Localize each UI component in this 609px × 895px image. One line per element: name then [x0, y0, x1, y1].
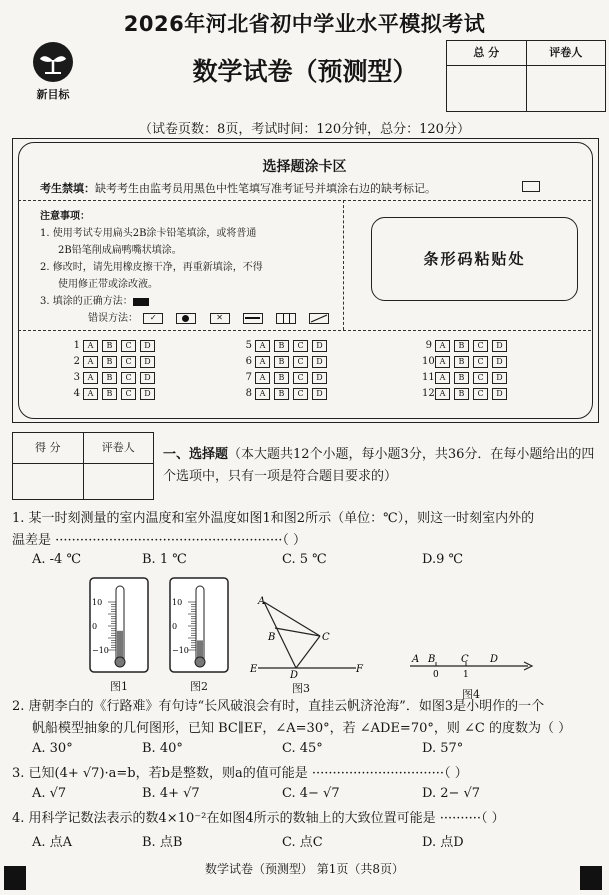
tick-label-0: 0 — [433, 670, 439, 680]
thermometer-2 — [168, 576, 230, 674]
answer-bubble-b[interactable]: B — [102, 356, 117, 368]
choice-d: D. 2− √7 — [422, 786, 481, 801]
answer-row — [422, 370, 511, 386]
thermometer-tick-label: 0 — [92, 622, 98, 631]
question-2-choices — [32, 741, 592, 756]
section-title: 一、选择题 — [163, 447, 229, 462]
answer-bubble-c[interactable]: C — [121, 340, 136, 352]
answer-bubble-c[interactable]: C — [121, 388, 136, 400]
question-stem: 1. 某一时刻测量的室内温度和室外温度如图1和图2所示（单位：℃），则这一时刻室内外的 — [12, 511, 535, 526]
thermometer-tick-label: 10 — [172, 598, 183, 607]
answer-bubble-a[interactable]: A — [83, 388, 98, 400]
answer-bubble-c[interactable]: C — [473, 340, 488, 352]
thermometer-tick-label: 0 — [172, 622, 178, 631]
point-a-label: A — [258, 596, 266, 607]
answer-row — [242, 386, 331, 402]
answer-bubble-d[interactable]: D — [312, 340, 327, 352]
answer-bubble-a[interactable]: A — [255, 372, 270, 384]
choice-a: A. 点A — [32, 835, 73, 850]
answer-bubble-b[interactable]: B — [102, 388, 117, 400]
answer-bubble-d[interactable]: D — [492, 356, 507, 368]
answer-bubble-c[interactable]: C — [293, 388, 308, 400]
answer-bubble-c[interactable]: C — [121, 372, 136, 384]
thermometer-tick-label: −10 — [92, 646, 109, 655]
answer-bubble-d[interactable]: D — [140, 388, 155, 400]
answer-bubble-c[interactable]: C — [473, 356, 488, 368]
grader-cell[interactable] — [527, 66, 606, 111]
choice-b: B. 40° — [142, 741, 183, 756]
section-grade-table — [12, 432, 154, 500]
grader-header: 评卷人 — [527, 41, 606, 66]
note-line: 使用修正带或涂改液。 — [58, 279, 158, 290]
wrong-label: 错误方法： — [88, 313, 138, 324]
exam-subtitle: 数学试卷（预测型） — [192, 57, 418, 86]
answer-bubble-a[interactable]: A — [83, 372, 98, 384]
answer-row — [422, 386, 511, 402]
divider — [18, 330, 591, 331]
figure-1-label: 图1 — [110, 680, 128, 693]
total-score-header: 总 分 — [447, 41, 526, 66]
choice-c: C. 4− √7 — [282, 786, 340, 801]
question-4 — [12, 808, 602, 830]
page-footer: 数学试卷（预测型） 第1页（共8页） — [204, 862, 405, 876]
section-desc: （本大题共12个小题，每小题3分，共36分．在每小题给出的四个选项中，只有一项是符合题目要求的） — [163, 447, 595, 484]
choice-c: C. 5 ℃ — [282, 552, 327, 567]
point-b-label: B — [428, 654, 436, 665]
answer-bubble-a[interactable]: A — [83, 356, 98, 368]
answer-card-title: 选择题涂卡区 — [262, 159, 347, 175]
question-number: 1 — [73, 340, 80, 351]
notes-title: 注意事项： — [40, 211, 90, 222]
tick-label-1: 1 — [463, 670, 469, 680]
answer-bubble-a[interactable]: A — [435, 356, 450, 368]
number-line — [408, 652, 534, 682]
question-stem: 2. 唐朝李白的《行路难》有句诗“长风破浪会有时，直挂云帆济沧海”．如图3是小明作的一个 — [12, 699, 545, 714]
barcode-area: 条形码粘贴处 — [371, 217, 578, 301]
absent-warning — [40, 180, 436, 196]
question-number: 6 — [245, 356, 252, 367]
question-number: 11 — [422, 372, 435, 383]
choice-b: B. 1 ℃ — [142, 552, 187, 567]
choice-c: C. 点C — [282, 835, 323, 850]
choice-b: B. 点B — [142, 835, 183, 850]
answer-bubble-a[interactable]: A — [83, 340, 98, 352]
question-number: 3 — [73, 372, 80, 383]
slash-sample-icon — [309, 313, 329, 324]
answer-bubble-d[interactable]: D — [492, 340, 507, 352]
answer-bubble-b[interactable]: B — [274, 388, 289, 400]
answer-bubble-c[interactable]: C — [473, 372, 488, 384]
score-header: 得 分 — [13, 433, 83, 464]
exam-info: （试卷页数：8页，考试时间：120分钟，总分：120分） — [139, 122, 470, 137]
answer-bubble-c[interactable]: C — [473, 388, 488, 400]
question-3 — [12, 763, 602, 785]
note-line: 1. 使用考试专用扁头2B涂卡铅笔填涂，或将普通 — [40, 228, 257, 239]
figure-2 — [168, 576, 230, 694]
half-sample-icon — [276, 313, 296, 324]
total-score-cell[interactable] — [447, 66, 526, 111]
grader-header: 评卷人 — [84, 433, 154, 464]
thermometer-tick-label: 10 — [92, 598, 103, 607]
answer-row — [422, 354, 511, 370]
point-d-label: D — [290, 670, 299, 678]
question-number: 9 — [425, 340, 432, 351]
question-stem: 帆船模型抽象的几何图形，已知 BC∥EF，∠A=30°，若 ∠ADE=70°，则 ∠C 的度数为（ ） — [32, 721, 572, 736]
answer-bubble-b[interactable]: B — [454, 356, 469, 368]
choice-b: B. 4+ √7 — [142, 786, 200, 801]
point-d-label: D — [490, 654, 499, 665]
choice-a: A. 30° — [32, 741, 73, 756]
logo — [22, 42, 84, 102]
logo-text: 新目标 — [36, 88, 70, 101]
answer-row — [70, 370, 159, 386]
answer-row — [70, 386, 159, 402]
answer-row — [242, 354, 331, 370]
thermometer-tick-label: −10 — [172, 646, 189, 655]
grader-cell[interactable] — [84, 464, 154, 499]
answer-bubble-b[interactable]: B — [274, 372, 289, 384]
sprout-icon — [33, 42, 73, 82]
question-stem: 温差是 ·······················································（ ） — [12, 533, 307, 548]
question-1-choices — [32, 552, 592, 567]
answer-bubble-b[interactable]: B — [454, 372, 469, 384]
answer-bubble-b[interactable]: B — [274, 356, 289, 368]
note-line: 2B铅笔削成扁鸭嘴状填涂。 — [58, 245, 182, 256]
point-e-label: E — [250, 664, 258, 675]
figure-3 — [248, 592, 368, 696]
figure-2-label: 图2 — [190, 680, 208, 693]
answer-bubble-a[interactable]: A — [255, 340, 270, 352]
question-number: 7 — [245, 372, 252, 383]
question-3-choices — [32, 786, 592, 801]
thermometer-1 — [88, 576, 150, 674]
notes — [40, 208, 340, 327]
answer-bubble-a[interactable]: A — [255, 356, 270, 368]
answer-bubble-b[interactable]: B — [274, 340, 289, 352]
choice-d: D. 点D — [422, 835, 464, 850]
answer-bubble-b[interactable]: B — [454, 340, 469, 352]
point-c-label: C — [322, 632, 330, 643]
choice-a: A. √7 — [32, 786, 67, 801]
answer-bubble-a[interactable]: A — [255, 388, 270, 400]
point-f-label: F — [356, 664, 363, 675]
answer-bubble-d[interactable]: D — [492, 388, 507, 400]
question-number: 10 — [422, 356, 435, 367]
wrong-methods — [40, 310, 340, 327]
sailboat-geometry — [248, 592, 368, 678]
bar-sample-icon — [243, 313, 263, 324]
total-score-table — [446, 40, 606, 112]
question-number: 4 — [73, 388, 80, 399]
question-number: 2 — [73, 356, 80, 367]
figure-4-label: 图4 — [462, 688, 480, 701]
answer-row — [242, 370, 331, 386]
choice-d: D. 57° — [422, 741, 464, 756]
answer-bubble-d[interactable]: D — [312, 356, 327, 368]
question-1 — [12, 508, 602, 552]
answer-bubble-d[interactable]: D — [312, 372, 327, 384]
figure-3-label: 图3 — [292, 682, 310, 695]
answer-bubble-a[interactable]: A — [435, 388, 450, 400]
answer-bubble-c[interactable]: C — [293, 356, 308, 368]
point-c-label: C — [461, 654, 469, 665]
absent-mark-box[interactable] — [522, 181, 540, 192]
choice-d: D.9 ℃ — [422, 552, 464, 567]
answer-bubble-c[interactable]: C — [293, 340, 308, 352]
choice-a: A. -4 ℃ — [32, 552, 81, 567]
warning-text: 缺考考生由监考员用黑色中性笔填写准考证号并填涂右边的缺考标记。 — [95, 182, 436, 195]
answer-bubble-b[interactable]: B — [454, 388, 469, 400]
point-a-label: A — [412, 654, 420, 665]
point-b-label: B — [268, 632, 276, 643]
divider — [18, 200, 591, 201]
answer-bubble-d[interactable]: D — [312, 388, 327, 400]
answer-row — [242, 338, 331, 354]
section-heading — [163, 444, 603, 488]
answer-bubble-b[interactable]: B — [102, 372, 117, 384]
checkmark-sample-icon: ✓ — [143, 313, 163, 324]
question-number: 8 — [245, 388, 252, 399]
note-line: 3. 填涂的正确方法： — [40, 293, 340, 310]
answer-bubble-a[interactable]: A — [435, 372, 450, 384]
correct-fill-sample — [133, 298, 149, 306]
answer-bubble-c[interactable]: C — [293, 372, 308, 384]
figure-1 — [88, 576, 150, 694]
question-stem: 4. 用科学记数法表示的数4×10⁻²在如图4所示的数轴上的大致位置可能是 ··········（ ） — [12, 811, 505, 826]
answer-bubble-d[interactable]: D — [140, 356, 155, 368]
figure-4 — [408, 652, 534, 702]
dot-sample-icon — [176, 313, 196, 324]
choice-c: C. 45° — [282, 741, 323, 756]
score-cell[interactable] — [13, 464, 83, 499]
note-line: 2. 修改时，请先用橡皮擦干净，再重新填涂，不得 — [40, 262, 263, 273]
answer-bubble-b[interactable]: B — [102, 340, 117, 352]
answer-bubble-d[interactable]: D — [140, 340, 155, 352]
cross-sample-icon: ✕ — [210, 313, 230, 324]
divider — [343, 200, 344, 330]
answer-row — [422, 338, 511, 354]
answer-bubble-c[interactable]: C — [121, 356, 136, 368]
question-2 — [12, 696, 602, 740]
warning-label: 考生禁填： — [40, 182, 95, 195]
answer-row — [70, 354, 159, 370]
question-stem: 3. 已知(4+ √7)·a=b，若b是整数，则a的值可能是 ································（ ） — [12, 766, 468, 781]
question-4-choices — [32, 831, 592, 850]
question-number: 12 — [422, 388, 435, 399]
answer-row — [70, 338, 159, 354]
answer-bubble-a[interactable]: A — [435, 340, 450, 352]
exam-title: 2026年河北省初中学业水平模拟考试 — [123, 12, 486, 36]
answer-bubble-d[interactable]: D — [492, 372, 507, 384]
answer-bubble-d[interactable]: D — [140, 372, 155, 384]
question-number: 5 — [245, 340, 252, 351]
